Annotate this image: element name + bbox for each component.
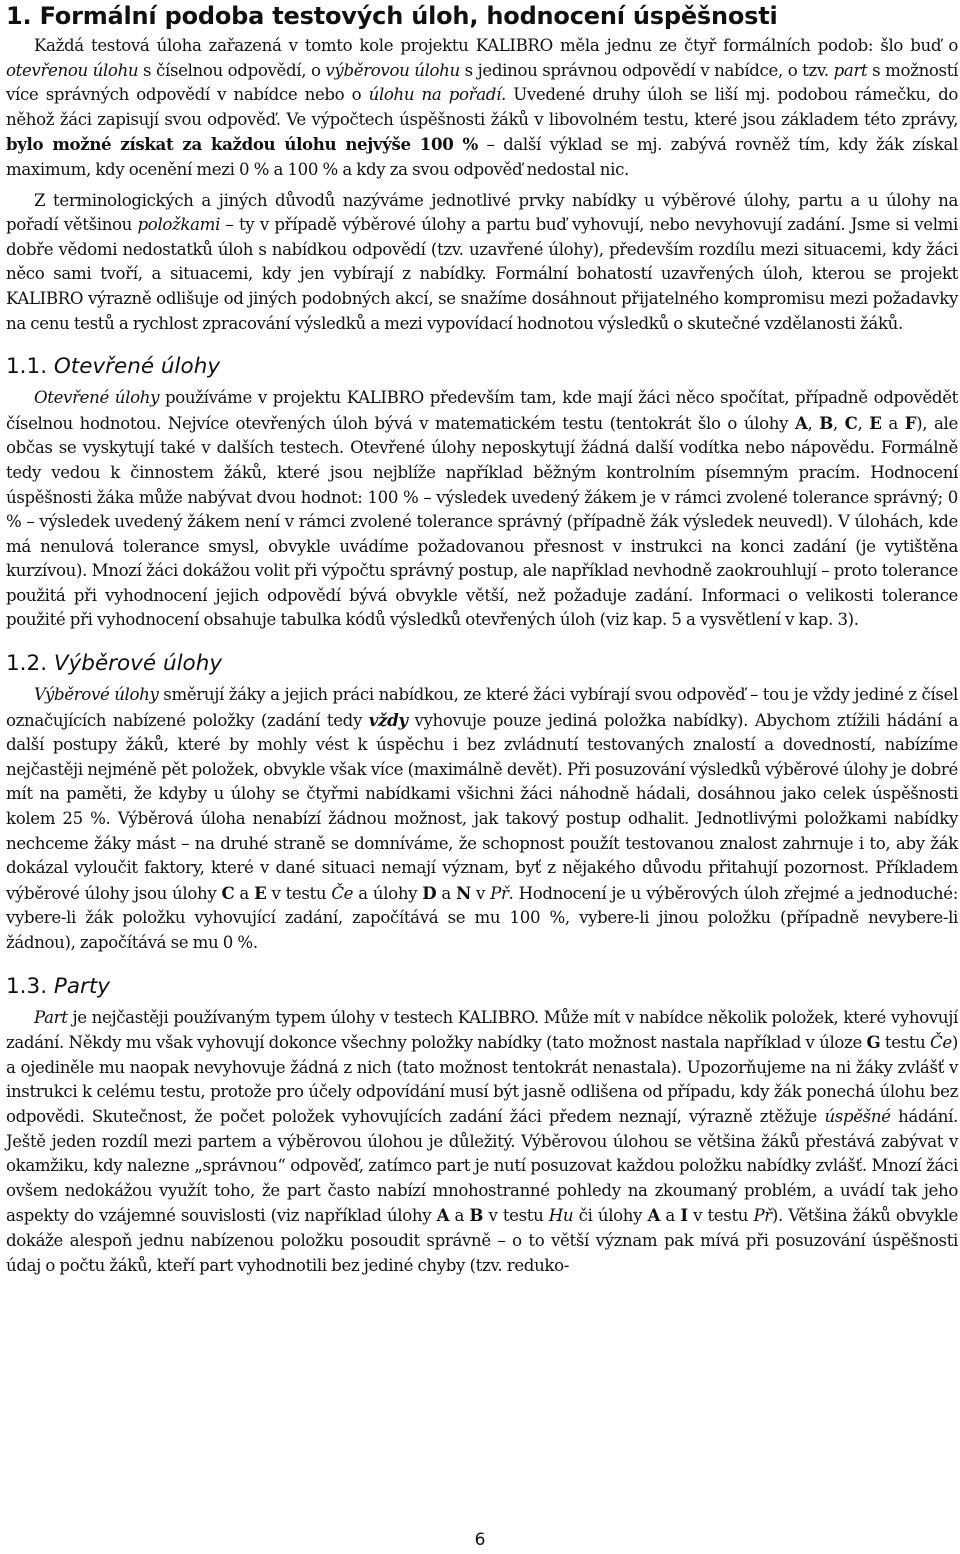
- text-run: a: [234, 883, 255, 903]
- section-number: 1.3.: [6, 973, 48, 999]
- bold-text: A: [794, 412, 808, 433]
- italic-text: Př: [753, 1206, 772, 1226]
- italic-text: Part: [34, 1007, 68, 1027]
- text-run: používáme v projektu KALIBRO především tam, kde mají žáci něco spočítat, případně odpovědět číselnou hodnotou. Nejvíce otevřených úloh bývá v matematickém testu (tentokrát šlo o úlohy: [6, 388, 958, 433]
- section-1-2-paragraph: [6, 683, 958, 956]
- text-run: ,: [857, 413, 870, 433]
- section-title: Výběrové úlohy: [53, 651, 223, 677]
- text-run: . Hodnocení je u výběrových úloh zřejmé a jednoduché: vybere-li žák položku vyhovující zadání, započítává se mu 100 %, vybere-li jinou položku (případně nevybere-li žádnou), započítává se mu 0 %.: [6, 883, 958, 952]
- intro-paragraph-1: [6, 34, 958, 183]
- document-page: [6, 0, 958, 1278]
- bold-text: C: [844, 412, 858, 433]
- bold-text: E: [254, 882, 267, 903]
- italic-text: Če: [331, 883, 354, 903]
- bold-text: C: [221, 882, 235, 903]
- bold-text: B: [819, 412, 833, 433]
- text-run: v testu: [687, 1206, 754, 1226]
- section-number: 1.2.: [6, 651, 48, 677]
- text-run: a: [660, 1206, 681, 1226]
- text-run: – ty v případě výběrové úlohy a partu buď vyhovují, nebo nevyhovují zadání. Jsme si velmi dobře vědomi nedostatků úloh s nabídkou odpovědí (tzv. uzavřené úlohy), především rozdílu mezi situacemi, kdy žáci něco sami tvoří, a situacemi, kdy jen vybírají z nabídky. Formální bohatostí uzavřených úloh, kterou se projekt KALIBRO výrazně odlišuje od jiných podobných akcí, se snažíme dosáhnout přijatelného kompromisu mezi požadavky na cenu testů a rychlost zpracování výsledků a mezi vypovídací hodnotou výsledků o skutečné vzdělanosti žáků.: [6, 215, 958, 333]
- chapter-heading: 1. Formální podoba testových úloh, hodnocení úspěšnosti: [6, 2, 778, 30]
- italic-text: otevřenou úlohu: [6, 60, 139, 80]
- text-run: ), ale občas se vyskytují také v dalších testech. Otevřené úlohy neposkytují žádná další vodítka nebo nápovědu. Formálně tedy vedou k činnostem žáků, které jsou nejblíže například běžným kontrolním písemným pracím. Hodnocení úspěšnosti žáka může nabývat dvou hodnot: 100 % – výsledek uvedený žákem je v rámci zvolené tolerance správný; 0 % – výsledek uvedený žákem není v rámci zvolené tolerance správný (případně žák výsledek neuvedl). V úlohách, kde má nenulová tolerance smysl, obvykle uvádíme požadovanou přesnost v instrukci na konci zadání (je vytištěna kurzívou). Mnozí žáci dokážou volit při výpočtu správný postup, ale například nevhodně zaokrouhlují – proto tolerance použitá při vyhodnocení jejich odpovědí bývá obvykle větší, než požaduje zadání. Informaci o velikosti tolerance použité při vyhodnocení obsahuje tabulka kódů výsledků otevřených úloh (viz kap. 5 a vysvětlení v kap. 3).: [6, 413, 958, 630]
- bold-text: G: [866, 1032, 881, 1053]
- text-run: ,: [807, 413, 820, 433]
- text-run: Z terminologických a jiných důvodů nazýváme jednotlivé prvky nabídky u výběrové úlohy, partu a u úlohy na pořadí většinou: [6, 190, 958, 235]
- text-run: a: [449, 1206, 470, 1226]
- text-run: v: [470, 883, 491, 903]
- section-1-3-paragraph: [6, 1006, 958, 1279]
- bold-text: F: [904, 412, 917, 433]
- bold-text: bylo možné získat za každou úlohu nejvýše 100 %: [6, 134, 478, 155]
- text-run: ,: [832, 413, 845, 433]
- text-run: s číselnou odpovědí, o: [138, 60, 326, 80]
- italic-text: Otevřené úlohy: [34, 388, 160, 408]
- italic-text: Če: [930, 1033, 952, 1053]
- text-run: hádání. Ještě jeden rozdíl mezi partem a výběrovou úlohou je důležitý. Výběrovou úlohou se většina žáků přestává zabývat v okamžiku, kdy nalezne „správnou“ odpověď, zatímco part je nutí posuzovat každou položku nabídky zvlášť. Mnozí žáci ovšem nedokážou využít toho, že part často nabízí mnohostranné pohledy na zkoumaný problém, a uvádí tak jeho aspekty do vzájemné souvislosti (viz například úlohy: [6, 1106, 959, 1226]
- text-run: s jedinou správnou odpovědí v nabídce, o tzv.: [459, 60, 834, 80]
- text-run: testu: [880, 1033, 931, 1053]
- section-title: Otevřené úlohy: [53, 354, 221, 380]
- emphasis-text: vždy: [368, 709, 408, 730]
- italic-text: položkami: [137, 215, 221, 235]
- section-heading-1-2: [6, 649, 958, 679]
- text-run: . Uvedené druhy úloh se liší mj. podobou rámečku, do něhož žáci zapisují svou odpověď. Ve výpočtech úspěšnosti žáků v libovolném testu, které jsou základem této zprávy,: [6, 85, 959, 129]
- bold-text: E: [869, 412, 882, 433]
- text-run: ) a ojediněle mu naopak nevyhovuje žádná z nich (tato možnost tentokrát nenastala). Upozorňujeme na ni žáky zvlášť v instrukci k celému testu, protože pro účely odpovídání musí být jasně odlišena od případu, kdy žák ponechá úlohu bez odpovědi. Skutečnost, že počet položek vyhovujících zadání žáci předem neznají, výrazně ztěžuje: [6, 1033, 958, 1126]
- text-run: v testu: [483, 1206, 549, 1226]
- text-run: vyhovuje pouze jediná položka nabídky). Abychom ztížili hádání a další postupy žáků, které by mohly vést k úspěchu i bez zvládnutí testovaných znalostí a dovedností, nabízíme nejčastěji nejméně pět položek, obvykle však více (maximálně devět). Při posuzování výsledků výběrové úlohy je dobré mít na paměti, že kdyby u úlohy se čtyřmi nabídkami všichni žáci náhodně hádali, dosáhnou jako celek úspěšnosti kolem 25 %. Výběrová úloha nenabízí žádnou možnost, jak takový postup odhalit. Jednotlivými položkami nabídky nechceme žáky mást – na druhé straně se domníváme, že schopnost použít testovanou znalost zahrnuje i to, aby žák dokázal vyloučit faktory, které v dané situaci nemají význam, byť z nějakého důvodu přitahují pozornost. Příkladem výběrové úlohy jsou úlohy: [6, 710, 958, 903]
- page-number: 6: [474, 1530, 486, 1550]
- text-run: a: [881, 413, 905, 433]
- text-run: ). Většina žáků obvykle dokáže alespoň jednu nabízenou položku posoudit správně – o to větší význam pak mívá při posuzování úspěšnosti údaj o počtu žáků, kteří part vyhodnotili bez jediné chyby (tzv. reduko-: [6, 1206, 958, 1275]
- bold-text: B: [469, 1205, 484, 1226]
- italic-text: úspěšné: [824, 1106, 891, 1126]
- intro-paragraph-2: [6, 189, 958, 337]
- italic-text: úlohu na pořadí: [368, 85, 502, 105]
- bold-text: D: [422, 882, 437, 903]
- text-run: je nejčastěji používaným typem úlohy v testech KALIBRO. Může mít v nabídce několik položek, které vyhovují zadání. Někdy mu však vyhovují dokonce všechny položky nabídky (tato možnost nastala například v úloze: [6, 1007, 958, 1053]
- section-number: 1.1.: [6, 354, 48, 380]
- text-run: směrují žáky a jejich práci nabídkou, ze které žáci vybírají svou odpověď – tou je vždy jediné z čísel označujících nabízené položky (zadání tedy: [6, 685, 959, 730]
- bold-text: A: [436, 1205, 450, 1226]
- bold-text: A: [647, 1205, 661, 1226]
- text-run: a: [436, 883, 457, 903]
- text-run: a úlohy: [353, 883, 423, 903]
- italic-text: Výběrové úlohy: [34, 685, 159, 705]
- text-run: Každá testová úloha zařazená v tomto kole projektu KALIBRO měla jednu ze čtyř formálních podob: šlo buď o: [34, 36, 958, 55]
- text-run: v testu: [266, 883, 332, 903]
- section-heading-1-3: [6, 972, 958, 1002]
- bold-text: N: [456, 882, 471, 903]
- text-run: či úlohy: [573, 1206, 648, 1226]
- text-run: – další výklad se mj. zabývá rovněž tím, kdy žák získal maximum, kdy ocenění mezi 0 % a 100 % a kdy za svou odpověď nedostal nic.: [6, 135, 958, 179]
- text-run: s možností více správných odpovědí v nabídce nebo o: [6, 60, 958, 105]
- section-heading-1-1: [6, 352, 958, 382]
- italic-text: Př: [490, 883, 509, 903]
- bold-text: I: [680, 1205, 688, 1226]
- italic-text: Hu: [548, 1206, 574, 1226]
- strong-emphasis-text: [369, 710, 408, 730]
- italic-text: výběrovou úlohu: [325, 60, 460, 80]
- section-title: Party: [53, 973, 111, 999]
- italic-text: part: [833, 60, 868, 80]
- section-1-1-paragraph: [6, 386, 958, 633]
